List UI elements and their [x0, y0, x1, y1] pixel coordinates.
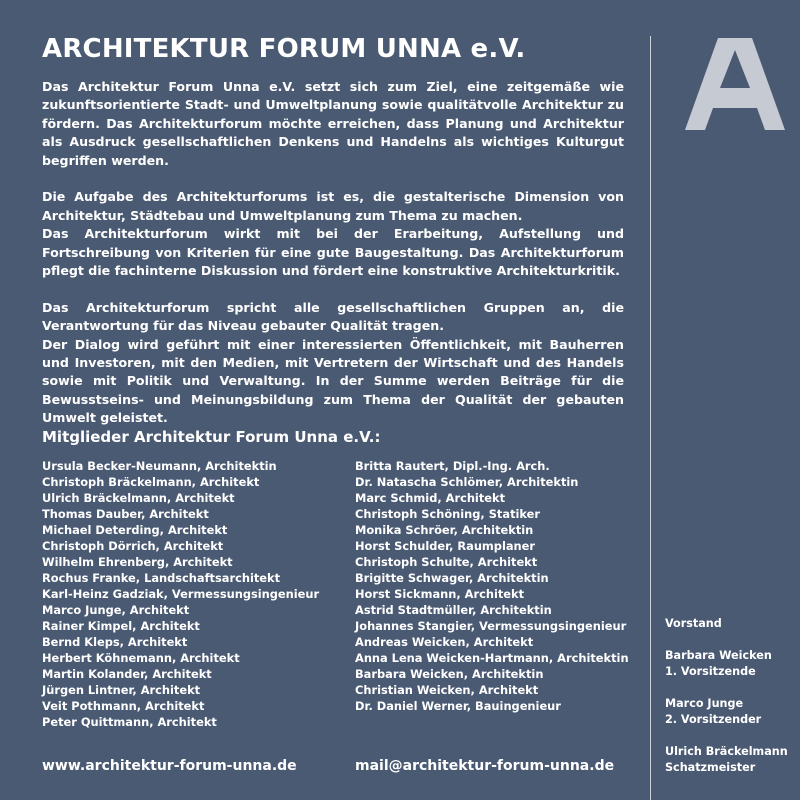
member-item: Dr. Natascha Schlömer, Architektin — [355, 475, 579, 489]
member-item: Thomas Dauber, Architekt — [42, 507, 209, 521]
intro-paragraph-1: Das Architektur Forum Unna e.V. setzt sich zum Ziel, eine zeitgemäße wie zukunftsorientierte Stadt- und Umweltplanung sowie qualitätvolle Architektur zu fördern. Das Architekturforum möchte erreichen, dass Planung und Architektur als Ausdruck gesellschaftlichen Denkens und Handelns als wichtiges Kulturgut begriffen werden. — [42, 79, 624, 168]
member-item: Horst Sickmann, Architekt — [355, 587, 525, 601]
member-item: Horst Schulder, Raumplaner — [355, 539, 535, 553]
member-item: Jürgen Lintner, Architekt — [42, 683, 201, 697]
member-item: Johannes Stangier, Vermessungsingenieur — [355, 619, 627, 633]
member-item: Christoph Dörrich, Architekt — [42, 539, 224, 553]
member-item: Christian Weicken, Architekt — [355, 683, 539, 697]
member-item: Barbara Weicken, Architektin — [355, 667, 544, 681]
board-member — [665, 648, 799, 680]
board-member-role: Schatzmeister — [665, 761, 756, 774]
vertical-divider — [650, 36, 651, 800]
members-list-right — [355, 458, 629, 714]
member-item: Marco Junge, Architekt — [42, 603, 190, 617]
board-member — [665, 696, 799, 728]
member-item: Wilhelm Ehrenberg, Architekt — [42, 555, 233, 569]
intro-paragraph-4: Das Architekturforum spricht alle gesellschaftlichen Gruppen an, die Verantwortung für das Niveau gebauter Qualität tragen. — [42, 299, 624, 334]
member-item: Monika Schröer, Architektin — [355, 523, 534, 537]
member-item: Ursula Becker-Neumann, Architektin — [42, 459, 277, 473]
member-item: Herbert Köhnemann, Architekt — [42, 651, 240, 665]
page-title: ARCHITEKTUR FORUM UNNA e.V. — [42, 34, 526, 64]
email-link[interactable]: mail@architektur-forum-unna.de — [355, 758, 615, 774]
members-list-left — [42, 458, 319, 730]
intro-paragraph-3: Das Architekturforum wirkt mit bei der Erarbeitung, Aufstellung und Fortschreibung von Kriterien für eine gute Baugestaltung. Das Architekturforum pflegt die fachinterne Diskussion und fördert eine konstruktive Architekturkritik. — [42, 226, 624, 279]
member-item: Andreas Weicken, Architekt — [355, 635, 534, 649]
board-heading: Vorstand — [665, 617, 722, 630]
intro-paragraph-5: Der Dialog wird geführt mit einer interessierten Öffentlichkeit, mit Bauherren und Investoren, mit den Medien, mit Vertretern der Wirtschaft und des Handels sowie mit Politik und Verwaltung. In der Summe werden Beiträge für die Bewusstseins- und Meinungsbildung zum Thema der Qualität der gebauten Umwelt geleistet. — [42, 336, 624, 426]
board-member-name: Marco Junge — [665, 697, 744, 710]
intro-paragraph-2: Die Aufgabe des Architekturforums ist es, die gestalterische Dimension von Architektur, Städtebau und Umweltplanung zum Thema zu machen. — [42, 189, 624, 223]
member-item: Dr. Daniel Werner, Bauingenieur — [355, 699, 561, 713]
board-member-role: 1. Vorsitzende — [665, 665, 756, 678]
member-item: Ulrich Bräckelmann, Architekt — [42, 491, 235, 505]
board-member-name: Ulrich Bräckelmann — [665, 745, 788, 758]
member-item: Rainer Kimpel, Architekt — [42, 619, 200, 633]
member-item: Britta Rautert, Dipl.-Ing. Arch. — [355, 459, 550, 473]
member-item: Michael Deterding, Architekt — [42, 523, 228, 537]
member-item: Brigitte Schwager, Architektin — [355, 571, 549, 585]
intro-text — [42, 78, 624, 446]
member-item: Rochus Franke, Landschaftsarchitekt — [42, 571, 281, 585]
member-item: Christoph Schulte, Architekt — [355, 555, 538, 569]
board-member-name: Barbara Weicken — [665, 649, 772, 662]
member-item: Astrid Stadtmüller, Architektin — [355, 603, 552, 617]
member-item: Peter Quittmann, Architekt — [42, 715, 217, 729]
member-item: Veit Pothmann, Architekt — [42, 699, 205, 713]
website-link[interactable]: www.architektur-forum-unna.de — [42, 758, 297, 774]
member-item: Martin Kolander, Architekt — [42, 667, 212, 681]
logo-a-shape — [685, 38, 785, 130]
member-item: Karl-Heinz Gadziak, Vermessungsingenieur — [42, 587, 320, 601]
letter-a-logo-icon — [685, 38, 785, 130]
members-heading: Mitglieder Architektur Forum Unna e.V.: — [42, 428, 381, 446]
member-item: Anna Lena Weicken-Hartmann, Architektin — [355, 651, 629, 665]
member-item: Marc Schmid, Architekt — [355, 491, 506, 505]
member-item: Christoph Schöning, Statiker — [355, 507, 541, 521]
board-section — [665, 616, 799, 792]
member-item: Christoph Bräckelmann, Architekt — [42, 475, 260, 489]
board-member-role: 2. Vorsitzender — [665, 713, 762, 726]
board-member — [665, 744, 799, 776]
member-item: Bernd Kleps, Architekt — [42, 635, 188, 649]
